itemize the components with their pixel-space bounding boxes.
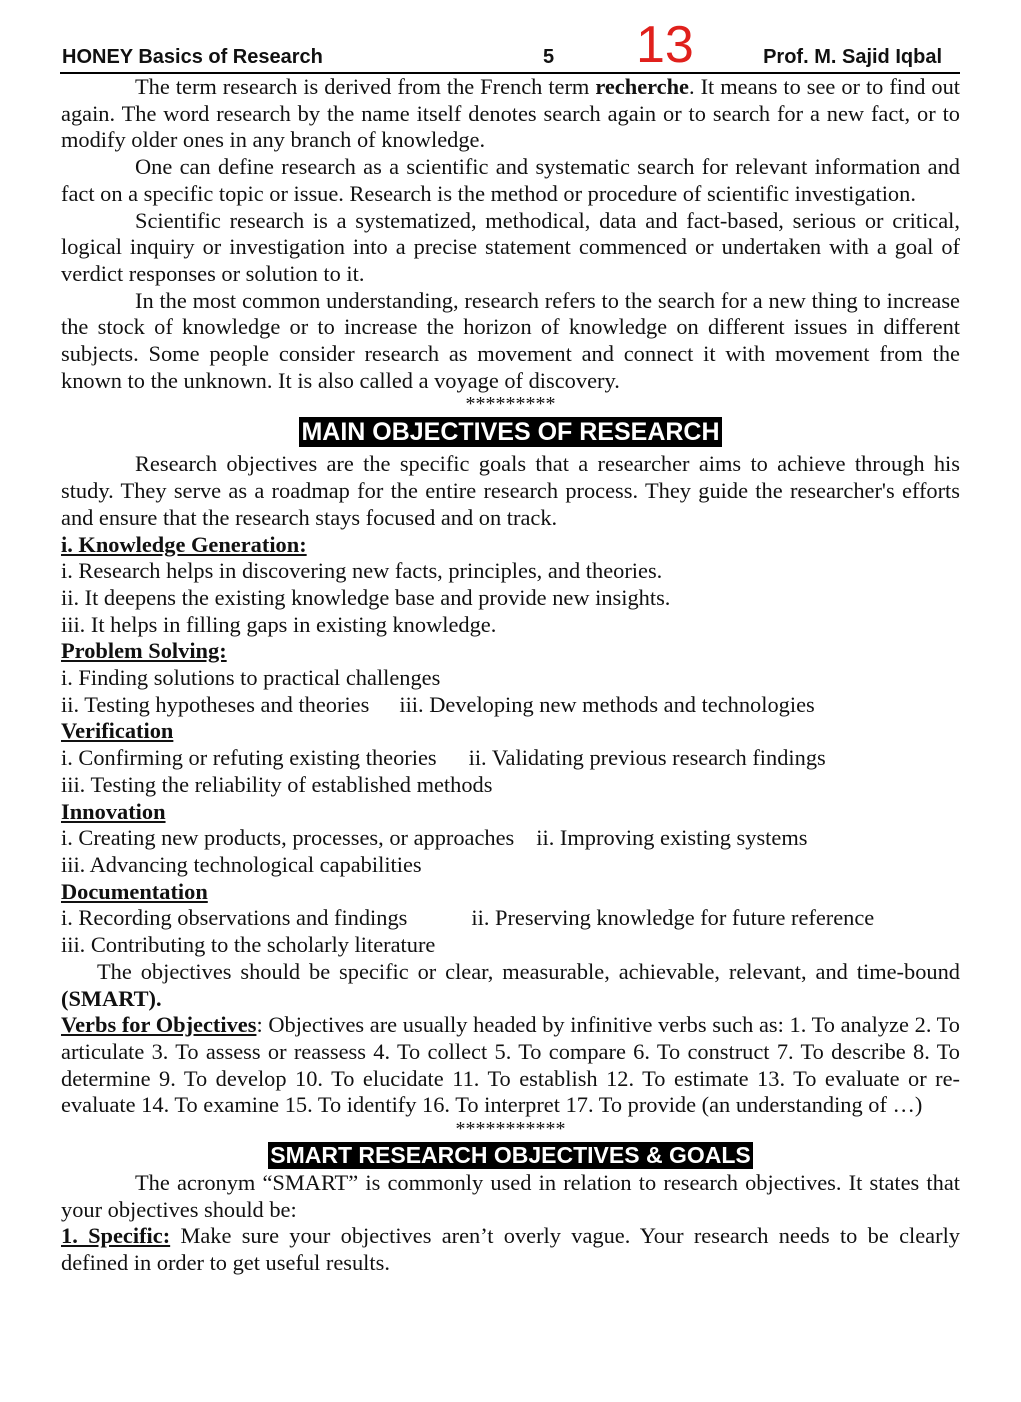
innovation-title: Innovation: [61, 798, 166, 824]
separator-stars: *********: [465, 393, 556, 416]
verification-title: Verification: [61, 718, 174, 744]
documentation-line: iii. Contributing to the scholarly literature: [61, 932, 436, 958]
big-page-number: 13: [636, 16, 694, 74]
smart-heading: SMART RESEARCH OBJECTIVES & GOALS: [270, 1142, 751, 1169]
problem-line: i. Finding solutions to practical challenges: [61, 665, 441, 691]
knowledge-title: i. Knowledge Generation:: [61, 531, 307, 557]
intro-paragraph-4: In the most common understanding, research refers to the search for a new thing to increase the stock of knowledge or to increase the horizon of knowledge on different issues in different subjects. Some people consider research as movement and connect it with movement from the known to the unknown. It is also called a voyage of discovery.: [61, 287, 960, 393]
book-title: HONEY Basics of Research: [62, 46, 323, 68]
smart-heading-wrap: [61, 1142, 960, 1170]
author-name: Prof. M. Sajid Iqbal: [763, 46, 942, 68]
verification-line: i. Confirming or refuting existing theories ii. Validating previous research findings: [61, 745, 826, 771]
specific-paragraph: 1. Specific: Make sure your objectives aren’t overly vague. Your research needs to be clearly defined in order to get useful results.: [61, 1223, 960, 1276]
verification-line: iii. Testing the reliability of established methods: [61, 771, 493, 797]
innovation-line: i. Creating new products, processes, or approaches ii. Improving existing systems: [61, 825, 808, 851]
problem-line: ii. Testing hypotheses and theories iii. Developing new methods and technologies: [61, 691, 815, 717]
knowledge-line: ii. It deepens the existing knowledge base and provide new insights.: [61, 584, 671, 610]
verbs-paragraph: Verbs for Objectives: Objectives are usually headed by infinitive verbs such as: 1. To analyze 2. To articulate 3. To assess or reassess 4. To collect 5. To compare 6. To construct 7. To describe 8. To determine 9. To develop 10. To elucidate 11. To establish 12. To estimate 13. To evaluate or re-evaluate 14. To examine 15. To identify 16. To interpret 17. To provide (an understanding of …): [61, 1012, 960, 1118]
documentation-line: i. Recording observations and findings ii. Preserving knowledge for future reference: [61, 905, 875, 931]
objectives-heading: MAIN OBJECTIVES OF RESEARCH: [301, 418, 720, 447]
intro-paragraph-2: One can define research as a scientific and systematic search for relevant information and fact on a specific topic or issue. Research is the method or procedure of scientific investigation.: [61, 154, 960, 206]
innovation-line: iii. Advancing technological capabilities: [61, 851, 422, 877]
separator-stars: ***********: [455, 1118, 566, 1141]
intro-paragraph-3: Scientific research is a systematized, methodical, data and fact-based, serious or critical, logical inquiry or investigation into a precise statement commenced or undertaken with a goal of verdict responses or solution to it.: [61, 207, 960, 286]
problem-title: Problem Solving:: [61, 638, 227, 664]
page-number: 5: [543, 46, 555, 68]
page-content: [61, 74, 960, 1277]
objectives-intro: Research objectives are the specific goals that a researcher aims to achieve through his study. They serve as a roadmap for the entire research process. They guide the researcher's efforts and ensure that the research stays focused and on track.: [61, 451, 960, 530]
intro-paragraph-1: The term research is derived from the French term recherche. It means to see or to find out again. The word research by the name itself denotes search again or to search for a new fact, or to modify older ones in any branch of knowledge.: [61, 74, 961, 153]
specific-title: 1. Specific:: [61, 1223, 171, 1249]
smart-paragraph: The objectives should be specific or clear, measurable, achievable, relevant, and time-bound (SMART).: [61, 958, 960, 1011]
verbs-title: Verbs for Objectives: [61, 1012, 257, 1038]
objectives-heading-wrap: [61, 417, 960, 451]
page-header: [60, 14, 960, 74]
knowledge-line: iii. It helps in filling gaps in existing knowledge.: [61, 611, 497, 637]
knowledge-line: i. Research helps in discovering new facts, principles, and theories.: [61, 558, 663, 584]
documentation-title: Documentation: [61, 878, 208, 904]
smart-intro: The acronym “SMART” is commonly used in relation to research objectives. It states that your objectives should be:: [61, 1170, 960, 1222]
